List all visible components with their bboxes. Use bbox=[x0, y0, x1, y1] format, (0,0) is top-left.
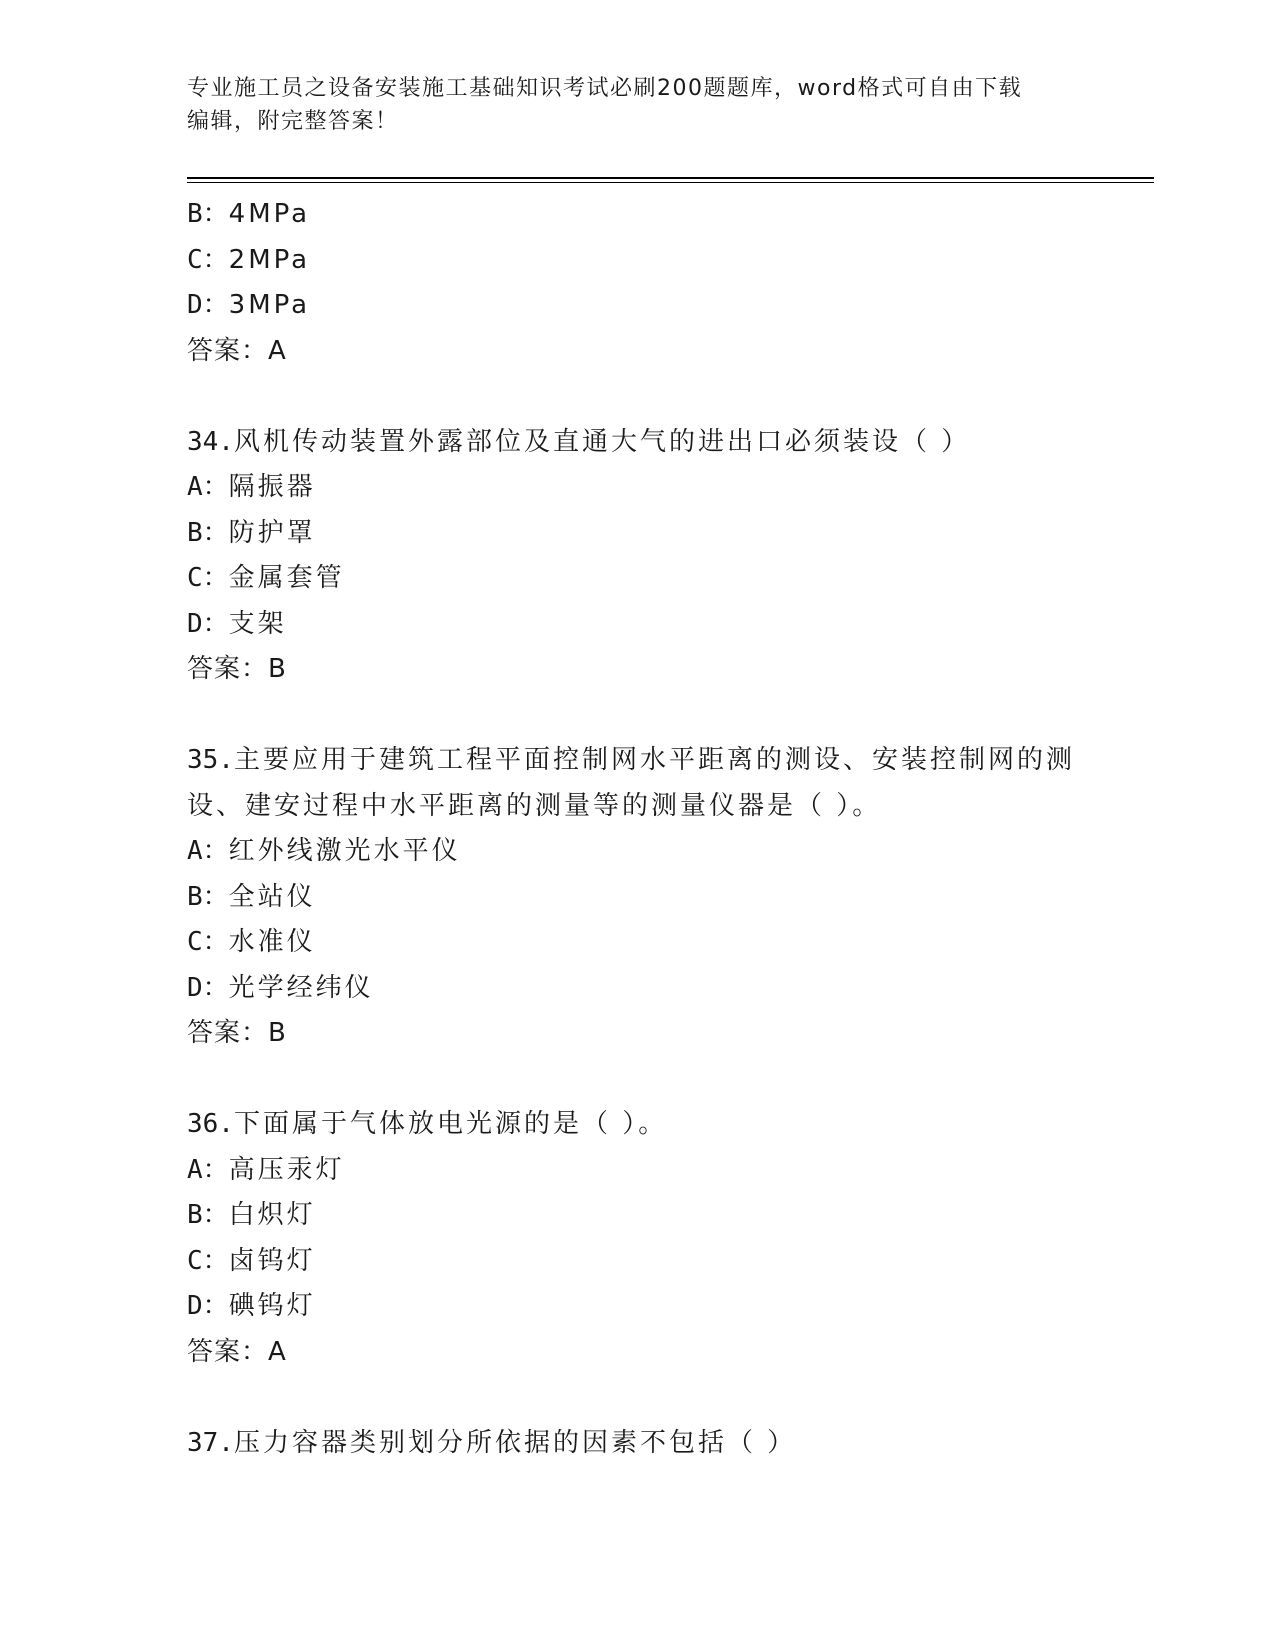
option-c: C：卤钨灯 bbox=[187, 1245, 316, 1276]
option-a: A：隔振器 bbox=[187, 472, 316, 502]
option-b: B：防护罩 bbox=[187, 517, 316, 548]
option-b: B：4MPa bbox=[187, 199, 311, 229]
question-34 bbox=[187, 420, 1087, 693]
option-c: C：水准仪 bbox=[187, 927, 316, 957]
answer-line: 答案：A bbox=[187, 335, 287, 366]
spacer bbox=[187, 1375, 1087, 1421]
document-header bbox=[187, 72, 1087, 138]
answer-line: 答案：B bbox=[187, 1018, 287, 1048]
answer-line: 答案：B bbox=[187, 654, 287, 684]
option-a: A：红外线激光水平仪 bbox=[187, 836, 461, 866]
header-divider-thick bbox=[187, 177, 1154, 179]
question-text: 36.下面属于气体放电光源的是（ ）。 bbox=[187, 1109, 668, 1139]
document-body bbox=[187, 192, 1087, 1466]
question-text: 35.主要应用于建筑工程平面控制网水平距离的测设、安装控制网的测 bbox=[187, 745, 1075, 775]
spacer bbox=[187, 374, 1087, 420]
header-title-line-1: 专业施工员之设备安装施工基础知识考试必刷200题题库，word格式可自由下载 bbox=[187, 76, 1023, 101]
question-35 bbox=[187, 738, 1087, 1057]
option-c: C：金属套管 bbox=[187, 563, 345, 593]
option-d: D：光学经纬仪 bbox=[187, 972, 374, 1003]
question-text-continued: 设、建安过程中水平距离的测量等的测量仪器是（ ）。 bbox=[187, 790, 882, 821]
prev-question bbox=[187, 192, 1087, 374]
option-a: A：高压汞灯 bbox=[187, 1154, 345, 1185]
option-c: C：2MPa bbox=[187, 244, 311, 275]
question-text: 34.风机传动装置外露部位及直通大气的进出口必须装设（ ） bbox=[187, 426, 971, 457]
answer-line: 答案：A bbox=[187, 1336, 287, 1367]
option-b: B：白炽灯 bbox=[187, 1200, 316, 1230]
question-text: 37.压力容器类别划分所依据的因素不包括（ ） bbox=[187, 1427, 797, 1458]
spacer bbox=[187, 693, 1087, 739]
header-title-line-2: 编辑，附完整答案！ bbox=[187, 109, 399, 134]
spacer bbox=[187, 1057, 1087, 1103]
question-36 bbox=[187, 1102, 1087, 1375]
question-37 bbox=[187, 1421, 1087, 1467]
option-b: B：全站仪 bbox=[187, 881, 316, 912]
option-d: D：碘钨灯 bbox=[187, 1291, 316, 1321]
option-d: D：支架 bbox=[187, 608, 287, 639]
header-divider-thin bbox=[187, 182, 1154, 183]
option-d: D：3MPa bbox=[187, 290, 311, 320]
